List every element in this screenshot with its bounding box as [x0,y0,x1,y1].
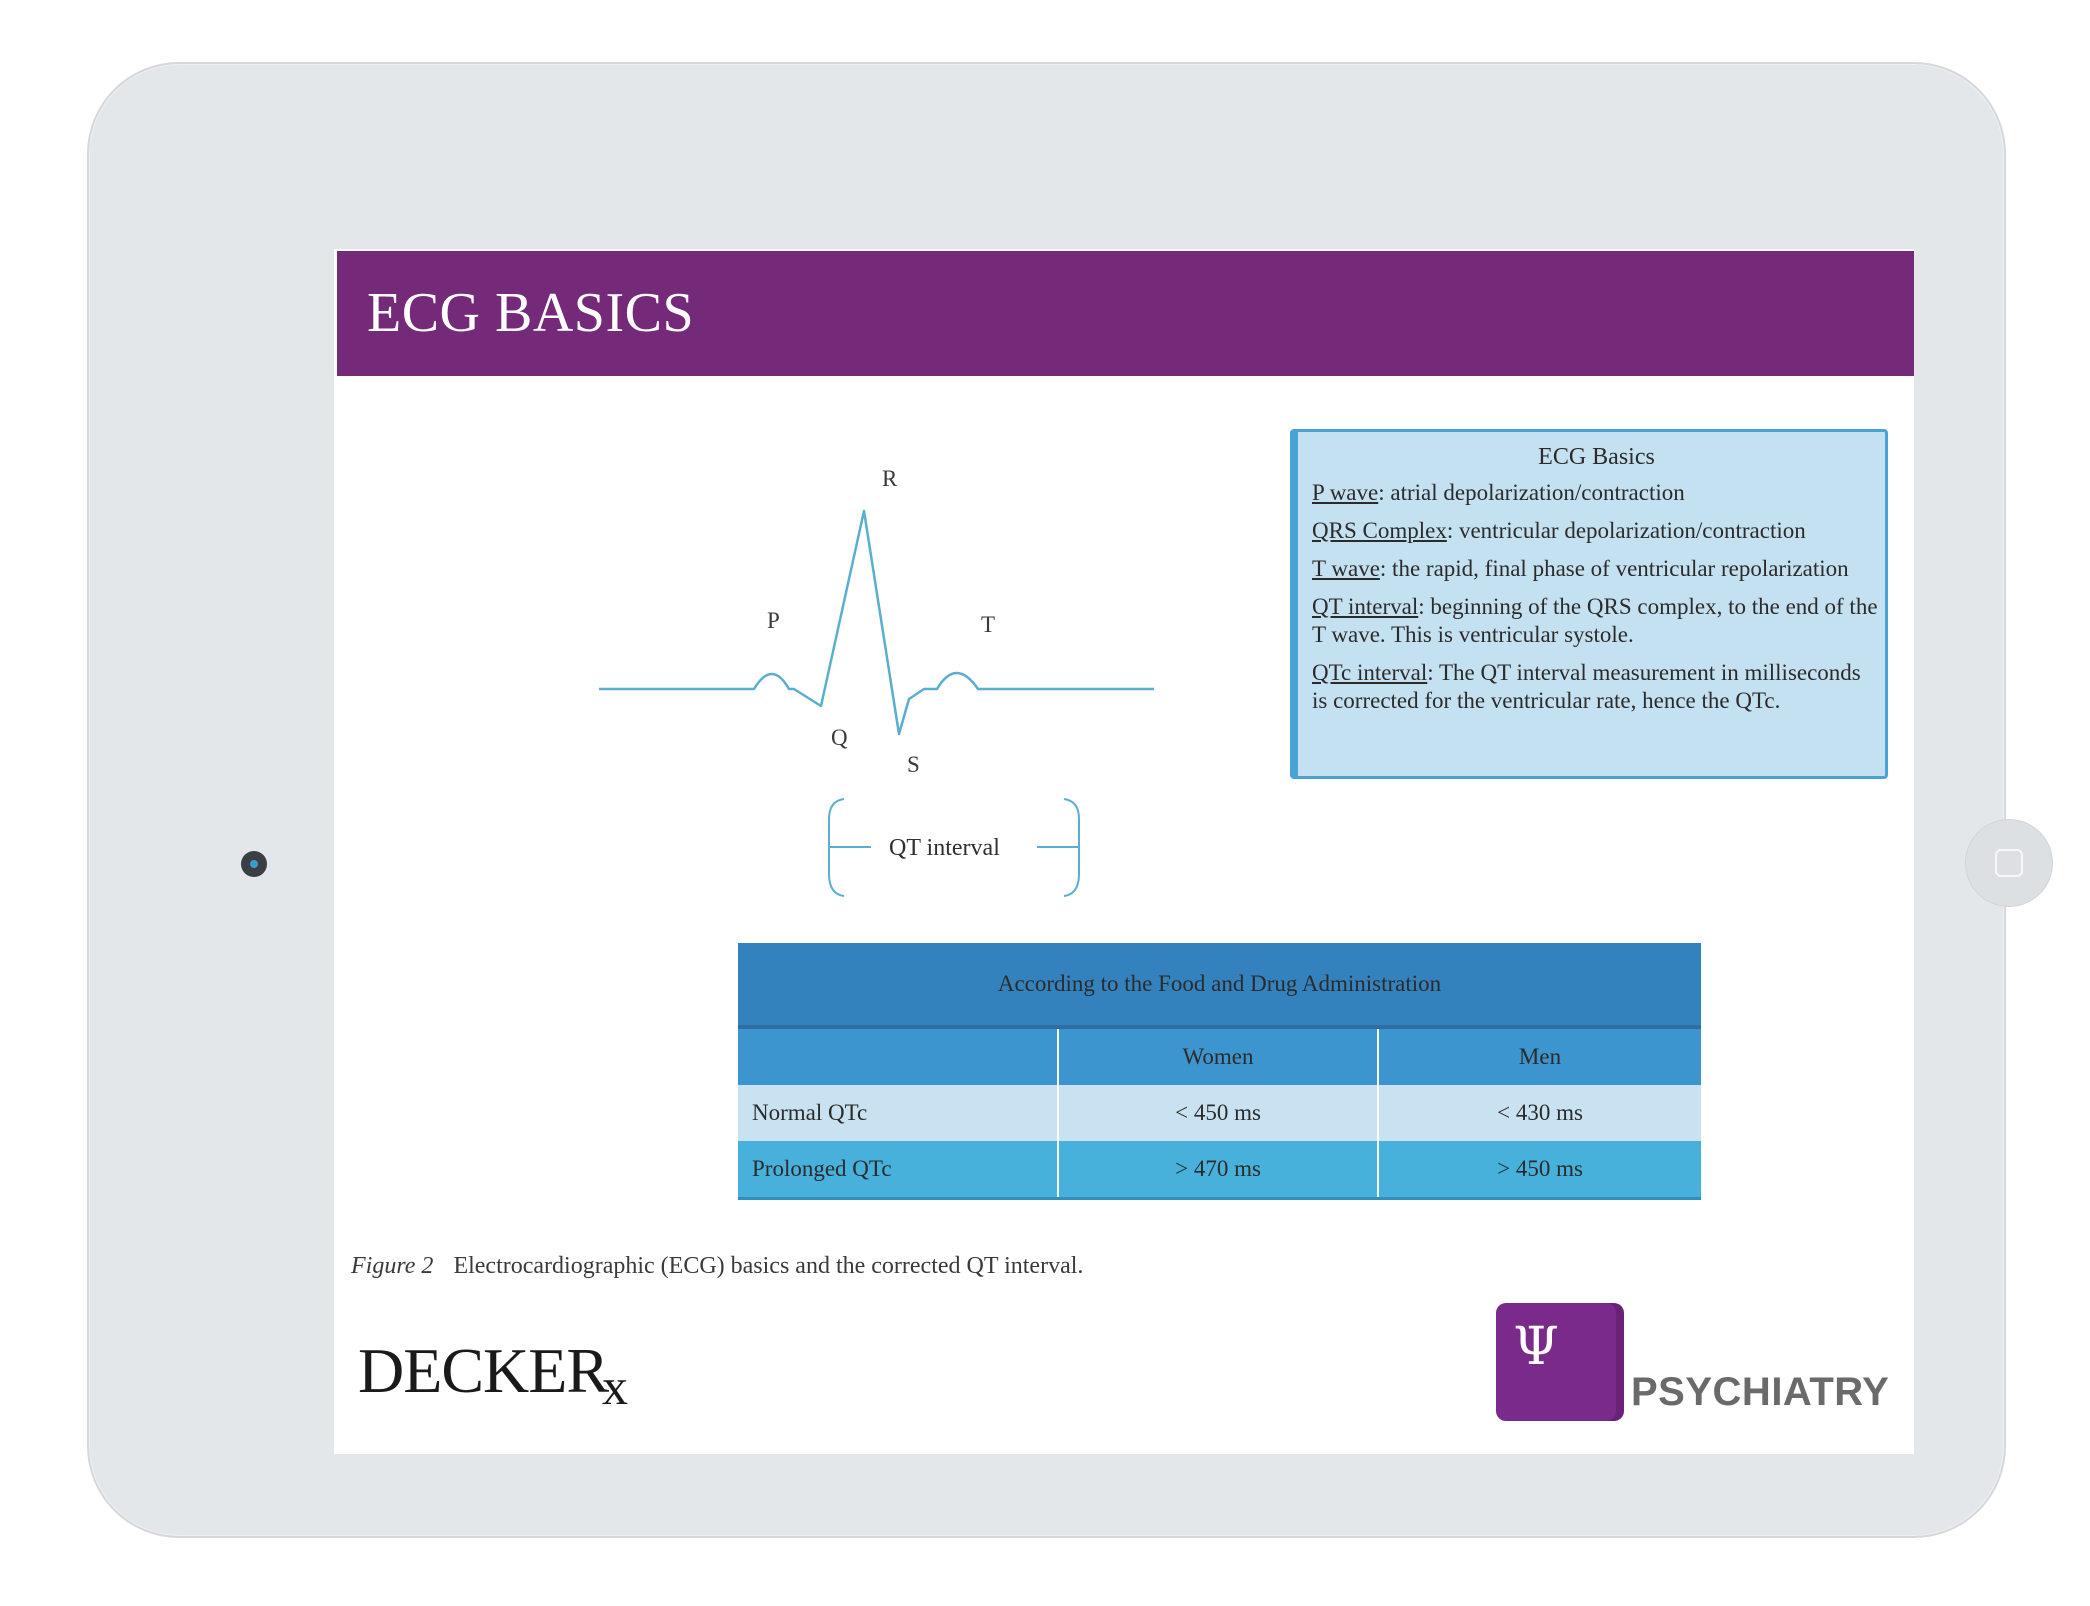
info-term: QT interval [1312,594,1419,619]
wave-label-p: P [767,608,780,633]
camera-icon [241,851,267,877]
caption-text: Electrocardiographic (ECG) basics and the corrected QT interval. [453,1253,1084,1279]
column-header-empty [738,1027,1058,1085]
decker-logo [358,1334,633,1416]
row-label: Normal QTc [738,1085,1058,1141]
info-text: : atrial depolarization/contraction [1378,480,1685,505]
info-item-p-wave [1312,479,1881,507]
info-box-title: ECG Basics [1538,444,1655,470]
decker-wordmark: DECKER [358,1335,608,1406]
info-text: : the rapid, final phase of ventricular repolarization [1379,556,1849,581]
caption-label: Figure 2 [351,1253,434,1279]
home-button[interactable] [1965,819,2053,907]
table-header: According to the Food and Drug Administration [738,943,1701,1027]
decker-rx-suffix: x [602,1359,627,1416]
info-text: : ventricular depolarization/contraction [1446,518,1806,543]
info-term: P wave [1312,480,1379,505]
info-term: QTc interval [1312,660,1428,685]
info-item-qtc-interval [1312,659,1881,715]
info-text: : The QT interval measurement in milliseconds is corrected for the ventricular rate, hence the QTc. [1312,660,1861,713]
table-header-row [738,943,1701,1027]
info-text: : beginning of the QRS complex, to the end of the T wave. This is ventricular systole. [1312,594,1878,647]
column-header-women: Women [1058,1027,1378,1085]
info-term: T wave [1312,556,1380,581]
info-item-qt-interval [1312,593,1881,649]
cell-women: < 450 ms [1058,1085,1378,1141]
wave-label-t: T [981,612,996,637]
wave-label-q: Q [831,725,848,750]
info-item-t-wave [1312,555,1881,583]
cell-women: > 470 ms [1058,1141,1378,1199]
table-row [738,1141,1701,1199]
cell-men: < 430 ms [1378,1085,1701,1141]
wave-label-r: R [882,466,898,491]
info-term: QRS Complex [1312,518,1447,543]
column-header-men: Men [1378,1027,1701,1085]
wave-label-s: S [907,752,920,777]
figure-caption [351,1253,1083,1280]
psychiatry-logo-text: PSYCHIATRY [1631,1370,1890,1414]
ecg-waveform [599,511,1154,734]
slide [334,249,1914,1454]
table-column-row [738,1027,1701,1085]
camera-lens [250,860,258,868]
row-label: Prolonged QTc [738,1141,1058,1199]
fda-qtc-table [738,943,1701,1200]
cell-men: > 450 ms [1378,1141,1701,1199]
slide-title: ECG BASICS [367,282,695,344]
tablet-frame [87,62,2006,1538]
ecg-info-box [1290,429,1888,779]
psychiatry-logo-badge [1496,1303,1616,1421]
qt-interval-label: QT interval [889,835,1000,861]
table-row [738,1085,1701,1141]
home-square-icon [1995,849,2023,877]
psi-icon: Ψ [1513,1317,1559,1377]
info-item-qrs-complex [1312,517,1881,545]
